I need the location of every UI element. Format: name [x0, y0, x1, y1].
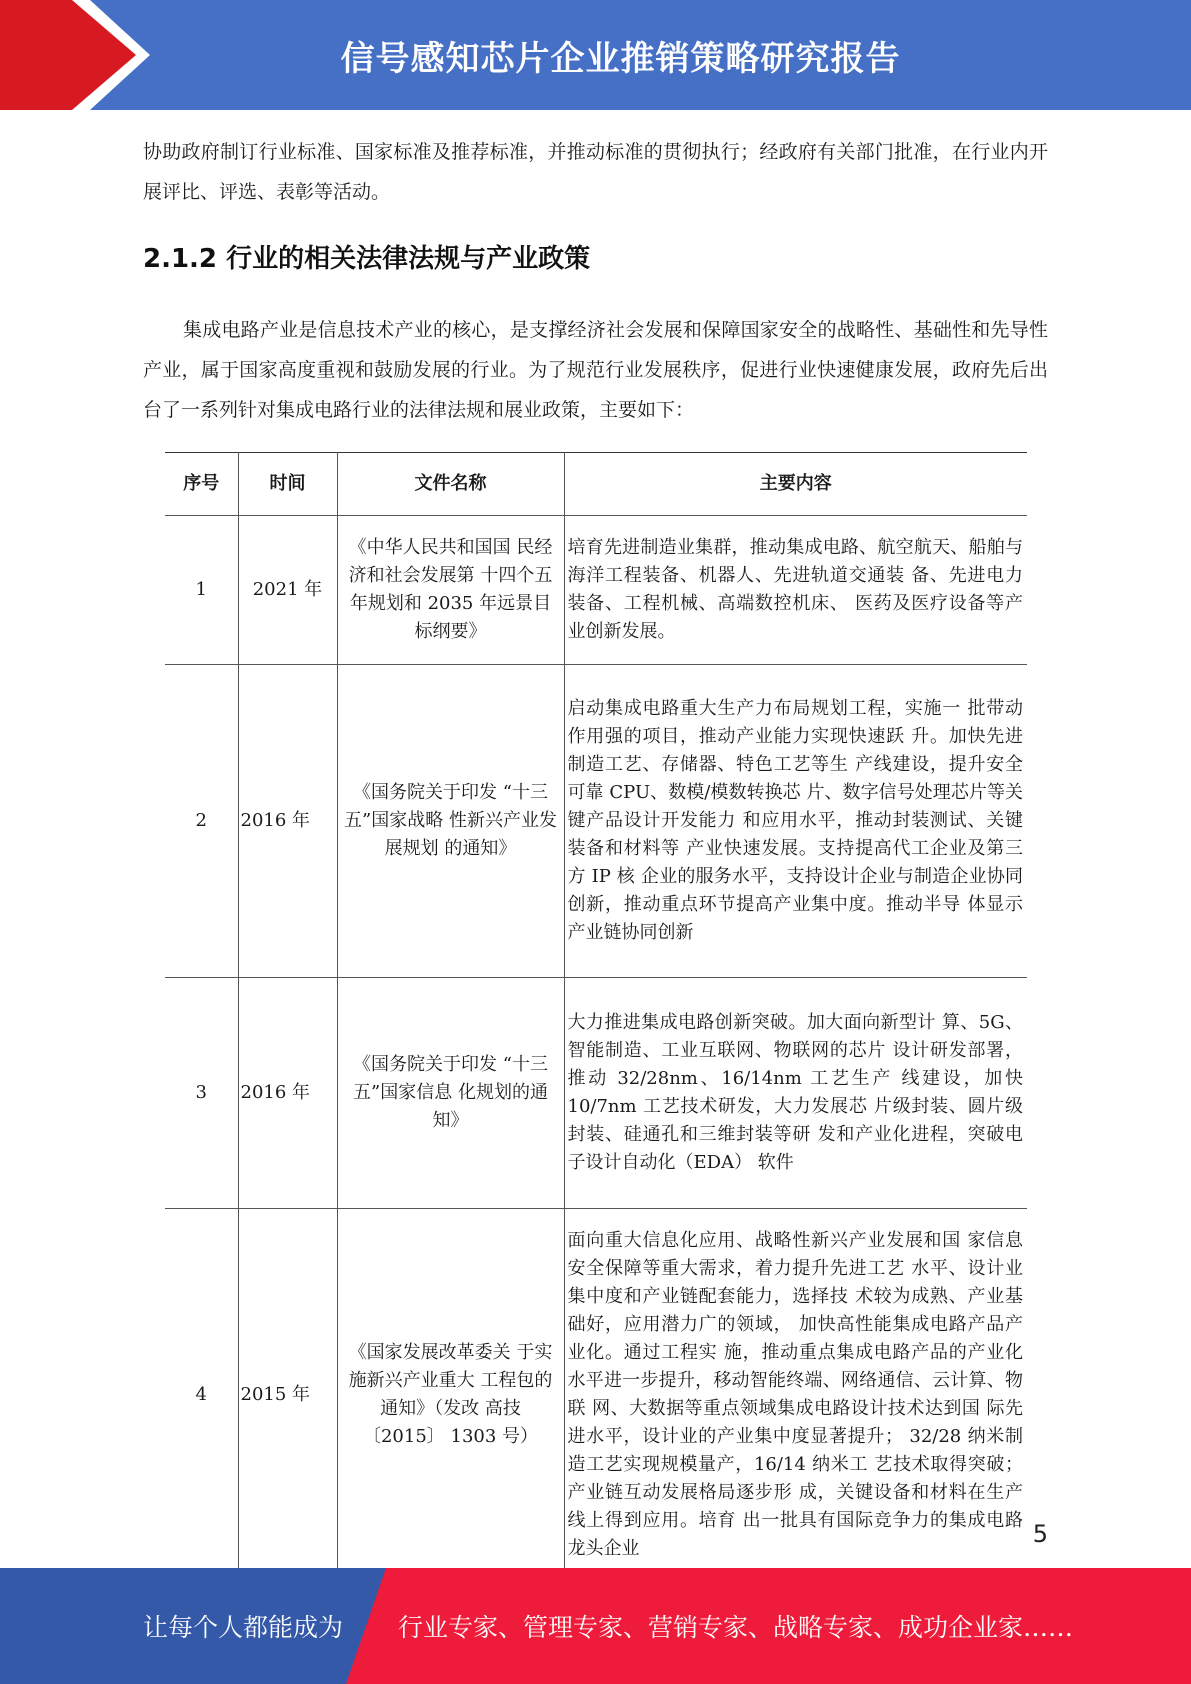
table-row: [165, 1209, 1027, 1582]
policy-table: [165, 452, 1027, 1582]
page-header: [0, 0, 1191, 110]
cell-document: 《国务院关于印发 “十三五”国家战略 性新兴产业发展规划 的通知》: [337, 665, 564, 978]
cell-year: 2015 年: [238, 1209, 337, 1582]
cell-document: 《国务院关于印发 “十三五”国家信息 化规划的通知》: [337, 978, 564, 1209]
table-row: [165, 978, 1027, 1209]
footer-slogan-left: 让每个人都能成为: [143, 1613, 344, 1642]
intro-paragraph: 协助政府制订行业标准、国家标准及推荐标准，并推动标准的贯彻执行；经政府有关部门批准，在行业内开展评比、评选、表彰等活动。: [143, 141, 1048, 203]
cell-content: 启动集成电路重大生产力布局规划工程，实施一 批带动作用强的项目，推动产业能力实现快速跃 升。加快先进制造工艺、存储器、特色工艺等生 产线建设，提升安全可靠 CPU、数模/模数转换芯 片、数字信号处理芯片等关键产品设计开发能力 和应用水平，推动封装测试、关键装备和材料等 产业快速发展。支持提高代工企业及第三方 IP 核 企业的服务水平，支持设计企业与制造企业协同 创新，推动重点环节提高产业集中度。推动半导 体显示产业链协同创新: [564, 665, 1027, 978]
report-title: 信号感知芯片企业推销策略研究报告: [340, 38, 901, 79]
footer-slogan-right: 行业专家、管理专家、营销专家、战略专家、成功企业家……: [398, 1613, 1074, 1642]
table-header-row: [165, 453, 1027, 516]
page-footer: [0, 1568, 1191, 1684]
cell-year: 2021 年: [238, 516, 337, 665]
cell-no: 2: [165, 665, 238, 978]
cell-content: 面向重大信息化应用、战略性新兴产业发展和国 家信息安全保障等重大需求，着力提升先进工艺 水平、设计业集中度和产业链配套能力，选择技 术较为成熟、产业基础好，应用潜力广的领域， 加快高性能集成电路产品产业化。通过工程实 施，推动重点集成电路产品的产业化水平进一步提升，移动智能终端、网络通信、云计算、物联 网、大数据等重点领域集成电路设计技术达到国 际先进水平，设计业的产业集中度显著提升； 32/28 纳米制造工艺实现规模量产，16/14 纳米工 艺技术取得突破；产业链互动发展格局逐步形 成，关键设备和材料在生产线上得到应用。培育 出一批具有国际竞争力的集成电路龙头企业: [564, 1209, 1027, 1582]
cell-content: 培育先进制造业集群，推动集成电路、航空航天、船舶与海洋工程装备、机器人、先进轨道交通装 备、先进电力装备、工程机械、高端数控机床、 医药及医疗设备等产业创新发展。: [564, 516, 1027, 665]
table-row: [165, 665, 1027, 978]
cell-year: 2016 年: [238, 665, 337, 978]
cell-document: 《中华人民共和国国 民经济和社会发展第 十四个五年规划和 2035 年远景目标纲要》: [337, 516, 564, 665]
cell-year: 2016 年: [238, 978, 337, 1209]
header-content: 主要内容: [564, 453, 1027, 516]
page-number: 5: [1032, 1520, 1048, 1548]
cell-no: 3: [165, 978, 238, 1209]
cell-no: 4: [165, 1209, 238, 1582]
section-heading: 2.1.2 行业的相关法律法规与产业政策: [143, 244, 591, 274]
cell-no: 1: [165, 516, 238, 665]
cell-document: 《国家发展改革委关 于实施新兴产业重大 工程包的通知》（发改 高技〔2015〕 1303 号）: [337, 1209, 564, 1582]
table-row: [165, 516, 1027, 665]
section-paragraph: 集成电路产业是信息技术产业的核心，是支撑经济社会发展和保障国家安全的战略性、基础性和先导性产业，属于国家高度重视和鼓励发展的行业。为了规范行业发展秩序，促进行业快速健康发展，政府先后出台了一系列针对集成电路行业的法律法规和展业政策，主要如下：: [143, 319, 1048, 421]
cell-content: 大力推进集成电路创新突破。加大面向新型计 算、5G、智能制造、工业互联网、物联网的芯片 设计研发部署，推动 32/28nm、16/14nm 工艺生产 线建设，加快 10/7nm 工艺技术研发，大力发展芯 片级封装、圆片级封装、硅通孔和三维封装等研 发和产业化进程，突破电子设计自动化（EDA） 软件: [564, 978, 1027, 1209]
header-no: 序号: [165, 453, 238, 516]
header-document: 文件名称: [337, 453, 564, 516]
header-chevron-decoration: [0, 0, 150, 110]
header-year: 时间: [238, 453, 337, 516]
